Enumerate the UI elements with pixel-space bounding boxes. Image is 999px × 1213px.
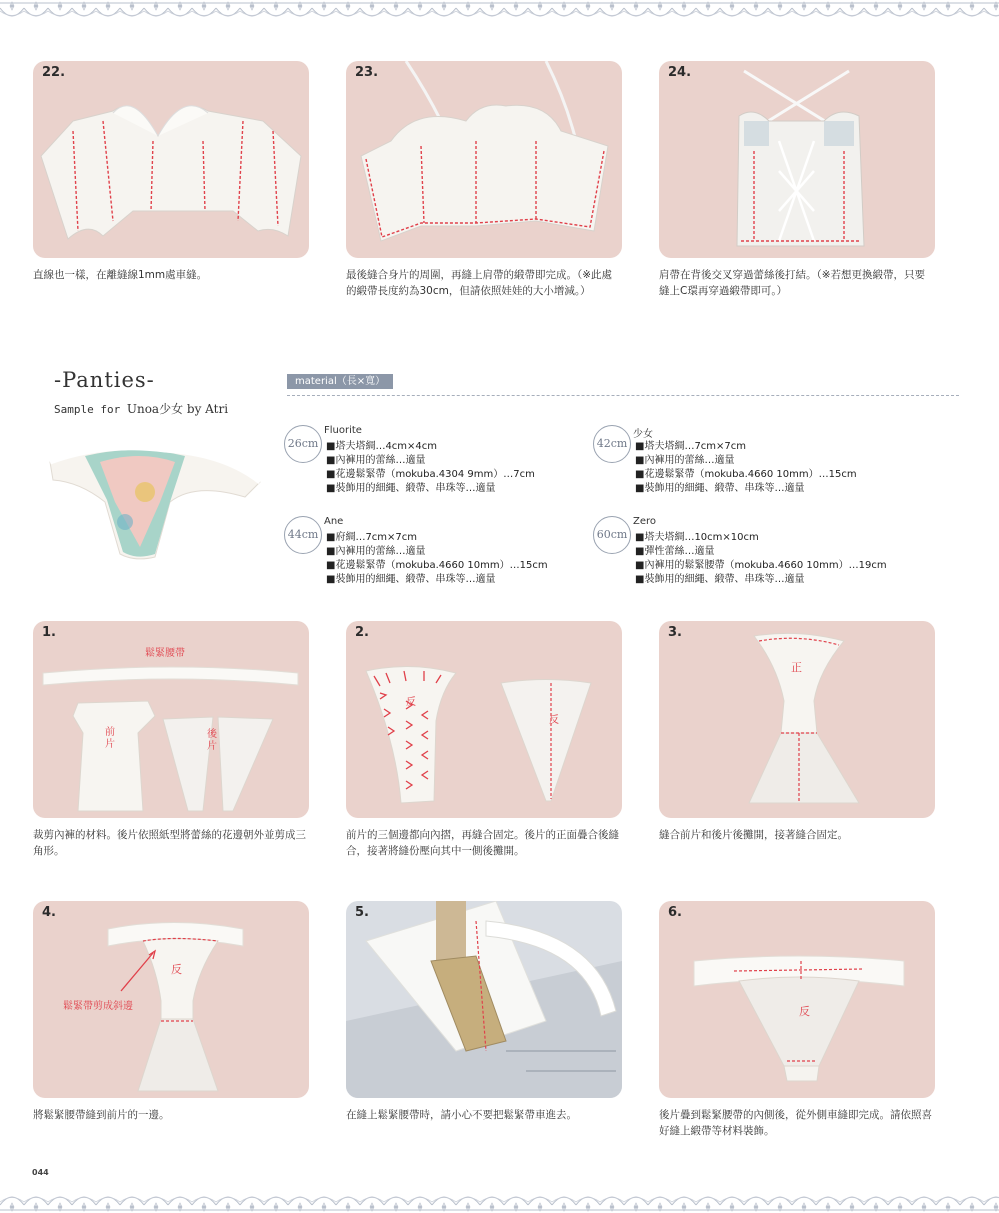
step-4: [33, 901, 309, 1123]
step-2-photo: [346, 621, 622, 818]
material-item: ■內褲用的蕾絲…適量: [326, 546, 426, 557]
size-badge: 44cm: [284, 516, 322, 554]
material-doll-name: Fluorite: [324, 425, 362, 436]
step-23-photo: [346, 61, 622, 258]
material-list: [635, 531, 887, 587]
material-list: [326, 531, 548, 587]
step-23: [346, 61, 622, 299]
material-list: [635, 440, 857, 496]
step-caption: 最後縫合身片的周圍，再縫上肩帶的緞帶即完成。（※此處的緞帶長度約為30cm，但請依照娃娃的大小增減。）: [346, 269, 613, 297]
material-doll-name: Zero: [633, 516, 657, 527]
material-item: ■裝飾用的細繩、緞帶、串珠等…適量: [635, 483, 805, 494]
label-reverse-back: 反: [549, 715, 559, 726]
material-item: ■塔夫塔綢…10cm×10cm: [635, 532, 759, 543]
material-doll-name: Ane: [324, 516, 344, 527]
step-number: 4.: [42, 905, 56, 920]
label-right-side: 正: [791, 661, 802, 674]
material-item: ■內褲用的蕾絲…適量: [326, 455, 426, 466]
step-6-photo: [659, 901, 935, 1098]
step-number: 22.: [42, 65, 66, 80]
label-reverse: 反: [171, 963, 182, 976]
step-1: [33, 621, 309, 859]
section-subtitle: [54, 400, 274, 417]
material-item: ■裝飾用的細繩、緞帶、串珠等…適量: [635, 574, 805, 585]
section-title-block: [54, 368, 274, 417]
step-caption: 肩帶在背後交叉穿過蕾絲後打結。（※若想更換緞帶，只要縫上C環再穿過緞帶即可。）: [659, 269, 926, 297]
step-5-photo: [346, 901, 622, 1098]
material-item: ■內褲用的鬆緊腰帶（mokuba.4660 10mm）…19cm: [635, 560, 887, 571]
material-item: ■府綢…7cm×7cm: [326, 532, 418, 543]
step-caption: 縫合前片和後片後攤開，接著縫合固定。: [659, 829, 848, 841]
label-reverse: 反: [799, 1005, 810, 1018]
step-5: [346, 901, 622, 1123]
label-back: 後片: [207, 729, 217, 752]
step-number: 2.: [355, 625, 369, 640]
material-item: ■內褲用的蕾絲…適量: [635, 455, 735, 466]
top-lace-border: [0, 0, 999, 26]
size-badge: 42cm: [593, 425, 631, 463]
step-3-photo: [659, 621, 935, 818]
material-item: ■花邊鬆緊帶（mokuba.4660 10mm）…15cm: [635, 469, 857, 480]
step-3: [659, 621, 935, 843]
step-number: 23.: [355, 65, 379, 80]
step-24: [659, 61, 935, 299]
step-number: 5.: [355, 905, 369, 920]
step-caption: 裁剪內褲的材料。後片依照紙型將蕾絲的花邊朝外並剪成三角形。: [33, 829, 306, 857]
subtitle-prefix: Sample for: [54, 403, 127, 416]
material-divider: [287, 395, 959, 396]
material-list: [326, 440, 535, 496]
panties-product-photo: [45, 442, 265, 564]
step-22: [33, 61, 309, 283]
material-item: ■裝飾用的細繩、緞帶、串珠等…適量: [326, 574, 496, 585]
step-caption: 在縫上鬆緊腰帶時，請小心不要把鬆緊帶車進去。: [346, 1109, 577, 1121]
step-1-photo: [33, 621, 309, 818]
step-22-photo: [33, 61, 309, 258]
step-caption: 直線也一樣，在離縫線1mm處車縫。: [33, 269, 208, 281]
material-item: ■裝飾用的細繩、緞帶、串珠等…適量: [326, 483, 496, 494]
label-reverse-front: 反: [406, 697, 416, 708]
step-caption: 後片疊到鬆緊腰帶的內側後，從外側車縫即完成。請依照喜好縫上緞帶等材料裝飾。: [659, 1109, 932, 1137]
step-2: [346, 621, 622, 859]
material-item: ■花邊鬆緊帶（mokuba.4660 10mm）…15cm: [326, 560, 548, 571]
step-number: 3.: [668, 625, 682, 640]
step-number: 6.: [668, 905, 682, 920]
material-item: ■塔夫塔綢…7cm×7cm: [635, 441, 747, 452]
step-caption: 將鬆緊腰帶縫到前片的一邊。: [33, 1109, 170, 1121]
label-waistband: 鬆緊腰帶: [145, 648, 185, 659]
material-doll-name: 少女: [633, 429, 653, 440]
step-caption: 前片的三個邊都向內摺，再縫合固定。後片的正面疊合後縫合，接著將縫份壓向其中一側後攤開。: [346, 829, 619, 857]
label-elastic-note: 鬆緊帶剪成斜邊: [63, 1001, 133, 1012]
size-badge: 26cm: [284, 425, 322, 463]
step-6: [659, 901, 935, 1139]
subtitle-suffix: by Atri: [183, 402, 229, 416]
step-24-photo: [659, 61, 935, 258]
material-item: ■彈性蕾絲…適量: [635, 546, 715, 557]
subtitle-brand: Unoa少女: [126, 402, 184, 416]
label-front: 前片: [105, 727, 115, 750]
material-tag: material（長×寬）: [287, 374, 393, 389]
page-number: 044: [32, 1168, 49, 1177]
material-item: ■花邊鬆緊帶（mokuba.4304 9mm）…7cm: [326, 469, 535, 480]
step-4-photo: [33, 901, 309, 1098]
material-item: ■塔夫塔綢…4cm×4cm: [326, 441, 438, 452]
step-number: 1.: [42, 625, 56, 640]
bottom-lace-border: [0, 1187, 999, 1213]
step-number: 24.: [668, 65, 692, 80]
section-title: -Panties-: [54, 368, 155, 392]
size-badge: 60cm: [593, 516, 631, 554]
